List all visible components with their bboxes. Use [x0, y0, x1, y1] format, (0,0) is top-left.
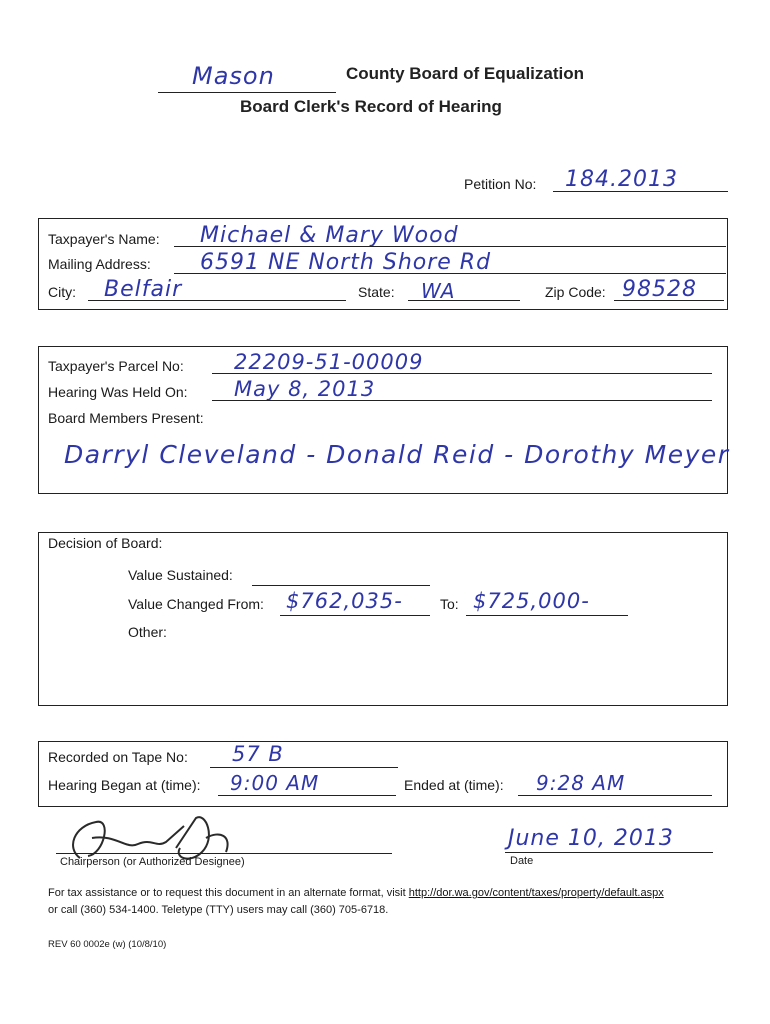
hearing-began-label: Hearing Began at (time): — [48, 777, 201, 793]
value-changed-from-underline — [280, 615, 430, 616]
footer-link[interactable]: http://dor.wa.gov/content/taxes/property/default.aspx — [408, 887, 664, 899]
tape-label: Recorded on Tape No: — [48, 749, 188, 765]
state-label: State: — [358, 284, 395, 300]
zip-value: 98528 — [622, 277, 697, 302]
form-title: County Board of Equalization — [346, 64, 584, 83]
petition-underline — [553, 191, 728, 192]
board-members-label: Board Members Present: — [48, 410, 204, 426]
petition-value: 184.2013 — [565, 167, 678, 192]
footer-assist — [48, 887, 664, 899]
hearing-began-value: 9:00 AM — [230, 771, 320, 795]
parcel-underline — [212, 373, 712, 374]
value-changed-to: $725,000- — [473, 589, 590, 613]
mailing-address-underline — [174, 273, 726, 274]
hearing-ended-label: Ended at (time): — [404, 777, 504, 793]
signature-line — [56, 853, 392, 854]
state-value: WA — [421, 279, 456, 303]
value-changed-to-label: To: — [440, 596, 459, 612]
parcel-value: 22209-51-00009 — [234, 350, 424, 374]
decision-section — [38, 532, 728, 706]
decision-heading: Decision of Board: — [48, 535, 163, 551]
parcel-label: Taxpayer's Parcel No: — [48, 358, 184, 374]
tape-underline — [210, 767, 398, 768]
form-subtitle: Board Clerk's Record of Hearing — [240, 97, 502, 116]
zip-underline — [614, 300, 724, 301]
mailing-address-label: Mailing Address: — [48, 256, 151, 272]
zip-label: Zip Code: — [545, 284, 606, 300]
board-members-value: Darryl Cleveland - Donald Reid - Dorothy Meyer — [64, 440, 730, 469]
date-line — [505, 852, 713, 853]
county-underline — [158, 92, 336, 93]
value-changed-to-underline — [466, 615, 628, 616]
hearing-date-value: May 8, 2013 — [234, 377, 376, 401]
value-sustained-label: Value Sustained: — [128, 567, 233, 583]
mailing-address-value: 6591 NE North Shore Rd — [200, 250, 492, 275]
value-changed-label: Value Changed From: — [128, 596, 264, 612]
value-changed-from: $762,035- — [286, 589, 403, 613]
hearing-ended-underline — [518, 795, 712, 796]
taxpayer-name-underline — [174, 246, 726, 247]
city-label: City: — [48, 284, 76, 300]
signature-date-value: June 10, 2013 — [508, 826, 674, 851]
hearing-began-underline — [218, 795, 396, 796]
form-id: REV 60 0002e (w) (10/8/10) — [48, 939, 167, 950]
hearing-date-label: Hearing Was Held On: — [48, 384, 188, 400]
hearing-ended-value: 9:28 AM — [536, 771, 626, 795]
date-label: Date — [510, 855, 534, 867]
hearing-date-underline — [212, 400, 712, 401]
state-underline — [408, 300, 520, 301]
city-value: Belfair — [104, 277, 183, 302]
value-sustained-underline — [252, 585, 430, 586]
footer-assist-text: For tax assistance or to request this document in an alternate format, visit — [48, 887, 406, 899]
taxpayer-name-value: Michael & Mary Wood — [200, 223, 459, 248]
chair-label: Chairperson (or Authorized Designee) — [60, 856, 245, 868]
tape-value: 57 B — [232, 742, 284, 766]
taxpayer-name-label: Taxpayer's Name: — [48, 231, 160, 247]
county-name: Mason — [192, 62, 275, 90]
footer-call: or call (360) 534-1400. Teletype (TTY) users may call (360) 705-6718. — [48, 904, 389, 916]
other-label: Other: — [128, 624, 167, 640]
petition-label: Petition No: — [464, 176, 537, 192]
city-underline — [88, 300, 346, 301]
